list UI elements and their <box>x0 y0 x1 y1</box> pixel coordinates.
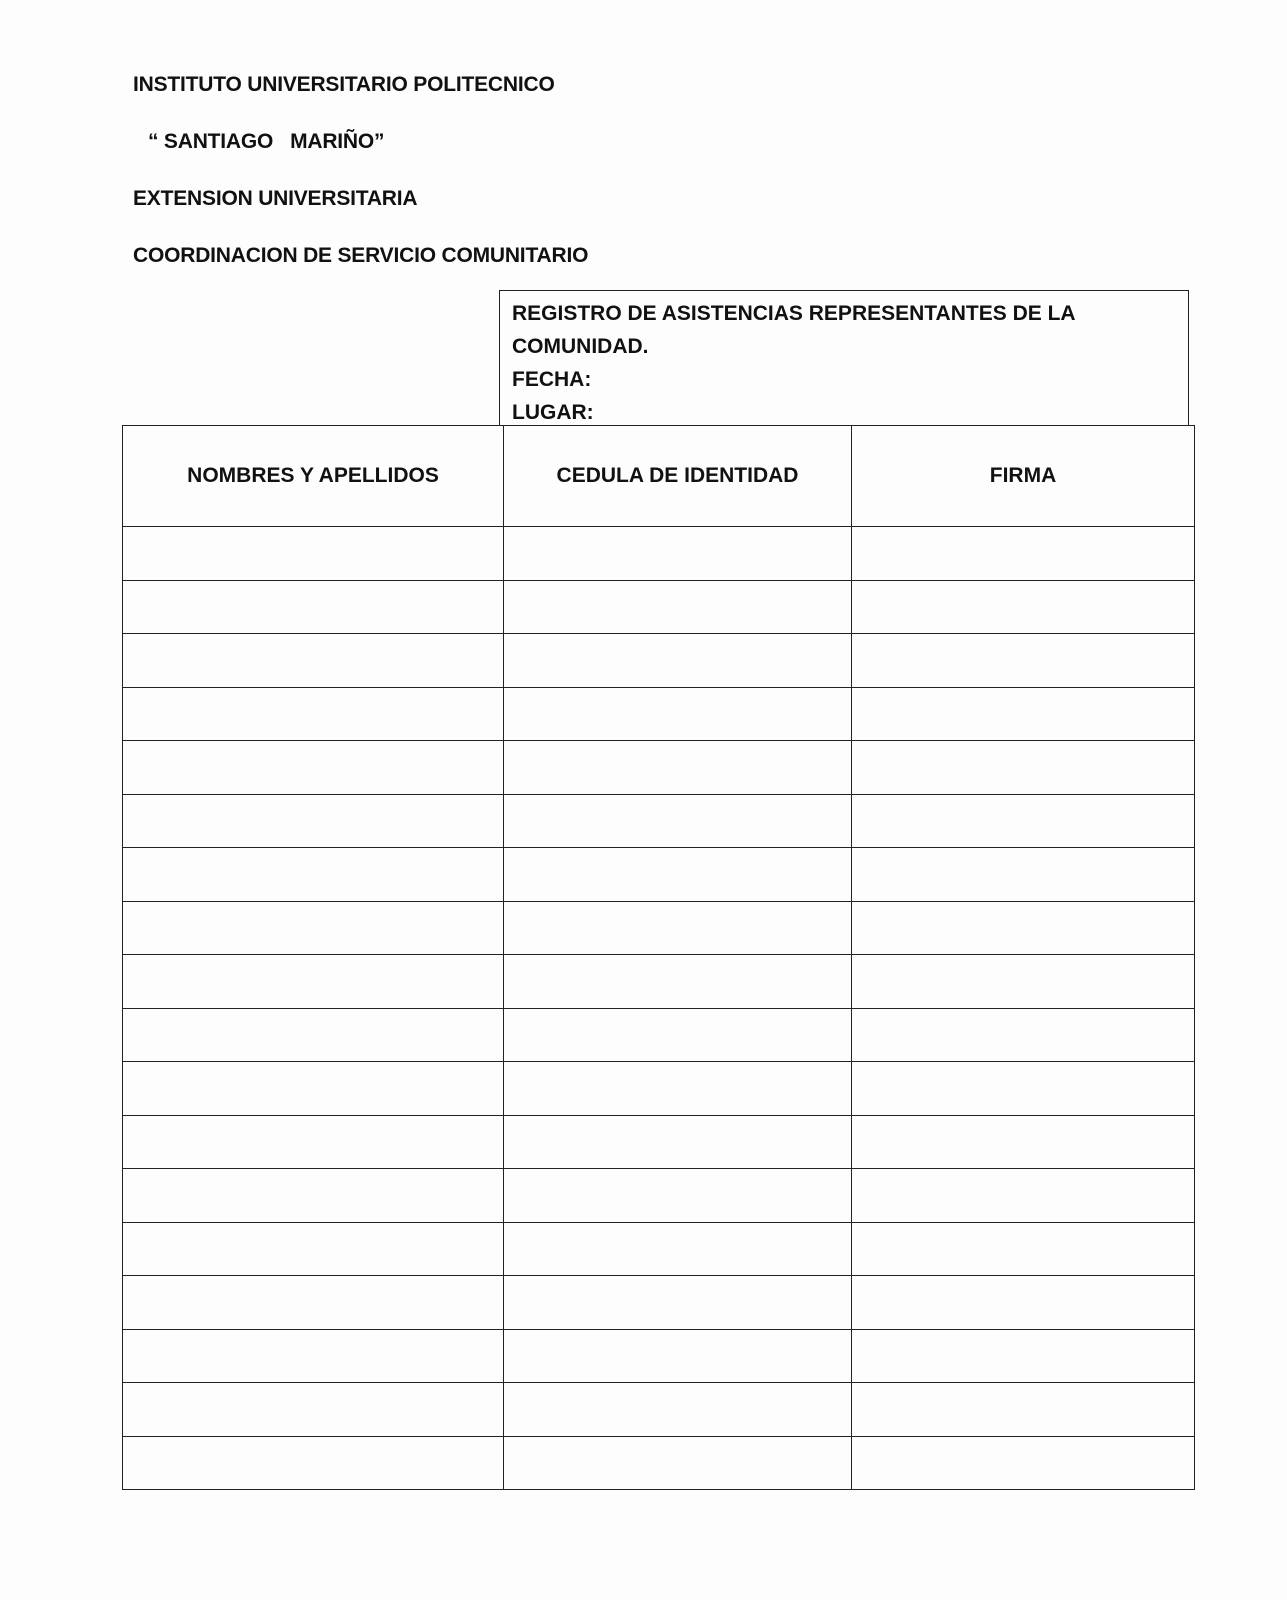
attendance-table <box>122 425 1195 1490</box>
signature-cell <box>852 527 1195 581</box>
name-cell <box>123 634 504 688</box>
id-cell <box>504 1008 852 1062</box>
name-cell <box>123 580 504 634</box>
name-cell <box>123 1062 504 1116</box>
column-header-names: NOMBRES Y APELLIDOS <box>123 426 504 527</box>
table-row <box>123 1436 1195 1490</box>
table-row <box>123 634 1195 688</box>
signature-cell <box>852 1169 1195 1223</box>
signature-cell <box>852 848 1195 902</box>
name-cell <box>123 1383 504 1437</box>
institute-subtitle: “ SANTIAGO MARIÑO” <box>148 130 385 153</box>
table-row <box>123 794 1195 848</box>
signature-cell <box>852 1329 1195 1383</box>
table-row <box>123 955 1195 1009</box>
name-cell <box>123 955 504 1009</box>
signature-cell <box>852 1436 1195 1490</box>
signature-cell <box>852 1115 1195 1169</box>
register-title-box <box>499 290 1189 425</box>
name-cell <box>123 687 504 741</box>
signature-cell <box>852 741 1195 795</box>
table-row <box>123 1062 1195 1116</box>
id-cell <box>504 1222 852 1276</box>
table-row <box>123 527 1195 581</box>
signature-cell <box>852 1062 1195 1116</box>
id-cell <box>504 1169 852 1223</box>
signature-cell <box>852 1383 1195 1437</box>
coordination-title: COORDINACION DE SERVICIO COMUNITARIO <box>133 244 589 267</box>
name-cell <box>123 794 504 848</box>
table-row <box>123 1329 1195 1383</box>
column-header-id: CEDULA DE IDENTIDAD <box>504 426 852 527</box>
signature-cell <box>852 1222 1195 1276</box>
name-cell <box>123 1008 504 1062</box>
signature-cell <box>852 1008 1195 1062</box>
id-cell <box>504 955 852 1009</box>
extension-title: EXTENSION UNIVERSITARIA <box>133 187 418 210</box>
name-cell <box>123 1115 504 1169</box>
name-cell <box>123 848 504 902</box>
table-row <box>123 1169 1195 1223</box>
table-row <box>123 1383 1195 1437</box>
name-cell <box>123 1222 504 1276</box>
name-cell <box>123 527 504 581</box>
signature-cell <box>852 687 1195 741</box>
id-cell <box>504 1062 852 1116</box>
register-title-line1: REGISTRO DE ASISTENCIAS REPRESENTANTES DE LA <box>512 302 1076 325</box>
table-header-row <box>123 426 1195 527</box>
id-cell <box>504 1436 852 1490</box>
id-cell <box>504 687 852 741</box>
id-cell <box>504 634 852 688</box>
signature-cell <box>852 580 1195 634</box>
table-row <box>123 1115 1195 1169</box>
table-row <box>123 848 1195 902</box>
table-row <box>123 1276 1195 1330</box>
fecha-label: FECHA: <box>512 368 592 391</box>
id-cell <box>504 794 852 848</box>
signature-cell <box>852 1276 1195 1330</box>
id-cell <box>504 1115 852 1169</box>
lugar-label: LUGAR: <box>512 401 594 424</box>
signature-cell <box>852 955 1195 1009</box>
table-row <box>123 687 1195 741</box>
table-body <box>123 527 1195 1490</box>
id-cell <box>504 1383 852 1437</box>
signature-cell <box>852 901 1195 955</box>
table-row <box>123 901 1195 955</box>
id-cell <box>504 1276 852 1330</box>
id-cell <box>504 848 852 902</box>
name-cell <box>123 1329 504 1383</box>
name-cell <box>123 901 504 955</box>
table-row <box>123 1222 1195 1276</box>
name-cell <box>123 1276 504 1330</box>
register-title-line2: COMUNIDAD. <box>512 335 649 358</box>
name-cell <box>123 741 504 795</box>
id-cell <box>504 1329 852 1383</box>
institute-name: INSTITUTO UNIVERSITARIO POLITECNICO <box>133 73 555 96</box>
signature-cell <box>852 794 1195 848</box>
table-row <box>123 1008 1195 1062</box>
id-cell <box>504 741 852 795</box>
id-cell <box>504 580 852 634</box>
name-cell <box>123 1169 504 1223</box>
table-row <box>123 580 1195 634</box>
signature-cell <box>852 634 1195 688</box>
column-header-signature: FIRMA <box>852 426 1195 527</box>
id-cell <box>504 901 852 955</box>
table-row <box>123 741 1195 795</box>
id-cell <box>504 527 852 581</box>
name-cell <box>123 1436 504 1490</box>
